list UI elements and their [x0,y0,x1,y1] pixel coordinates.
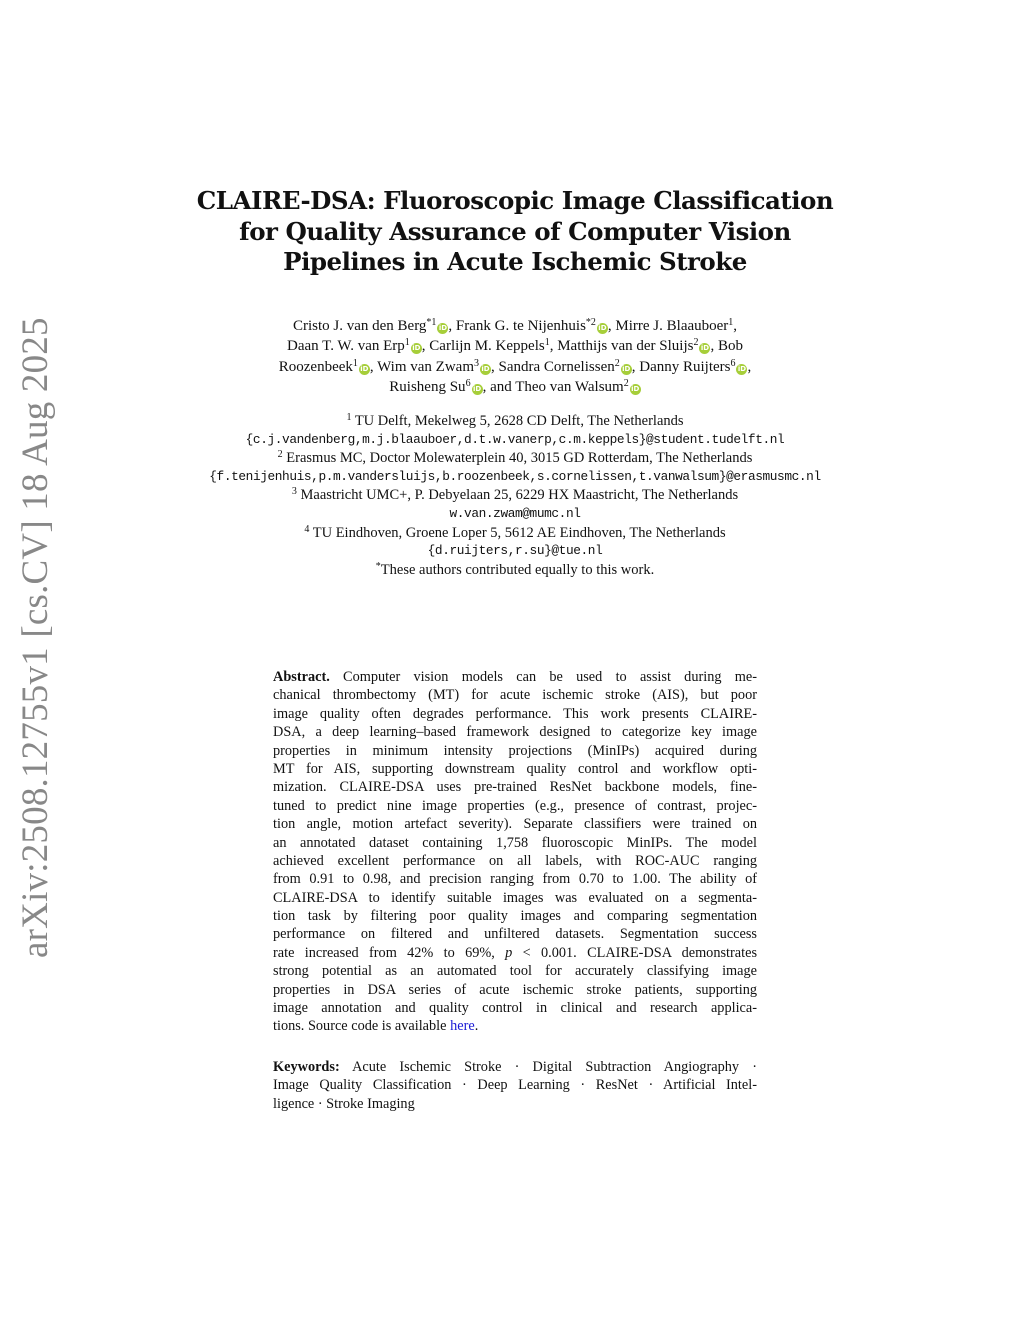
affiliation-email: {f.tenijenhuis,p.m.vandersluijs,b.roozenbeek,s.cornelissen,t.vanwalsum}@erasmusmc.nl [209,468,821,484]
author-name: , Bob [710,338,743,355]
abstract-text: tions. Source code is available [273,1018,451,1035]
abstract-line: properties in DSA series of acute ischemic stroke patients, supporting [273,981,757,998]
title-line: for Quality Assurance of Computer Vision [239,216,791,246]
affiliation-line [150,412,880,431]
orcid-icon[interactable]: iD [622,364,631,373]
title-line: CLAIRE-DSA: Fluoroscopic Image Classification [196,186,834,215]
author-line [150,336,880,356]
affiliation-number: 3 [291,486,297,498]
orcid-icon[interactable]: iD [438,324,448,332]
equal-contribution-mark: * [375,560,381,572]
affiliation-line [150,524,880,543]
paper-title [150,186,880,278]
keywords [273,1058,757,1113]
abstract-text: < 0.001. CLAIRE-DSA demonstrates [512,944,758,961]
author-name: , Carlijn M. Keppels [421,338,545,355]
p-value-symbol: p [505,944,513,961]
author-affiliation-mark: *1 [426,317,437,328]
abstract-line [273,944,757,962]
affiliation-line [150,486,880,505]
abstract-line: tuned to predict nine image properties (e.g., presence of contrast, projec- [273,797,757,814]
author-name: , Sandra Cornelissen [491,358,615,375]
affiliation-address: TU Delft, Mekelweg 5, 2628 CD Delft, The Netherlands [351,413,684,429]
orcid-icon[interactable]: iD [481,364,490,373]
abstract-line: performance on filtered and unfiltered datasets. Segmentation success [273,926,757,943]
affiliation-number: 1 [346,412,352,423]
abstract-line: image quality often degrades performance. This work presents CLAIRE- [273,705,757,722]
author-name: , Danny Ruijters [631,358,731,375]
orcid-icon[interactable]: iD [598,324,607,332]
abstract-line: CLAIRE-DSA to identify suitable images was evaluated on a segmenta- [273,889,757,906]
affiliations [150,412,880,579]
abstract-line: strong potential as an automated tool for accurately classifying image [273,963,757,980]
abstract [273,668,757,1036]
author-separator: , [747,358,752,375]
affiliation-address: Maastricht UMC+, P. Debyelaan 25, 6229 HX Maastricht, The Netherlands [296,487,739,504]
orcid-icon[interactable]: iD [360,364,369,373]
author-affiliation-mark: *2 [585,317,596,328]
affiliation-number: 4 [304,523,310,535]
author-affiliation-mark: 1 [728,317,734,328]
abstract-line [273,668,757,686]
author-line [150,377,880,397]
author-name: , Wim van Zwam [369,358,474,375]
abstract-line: mization. CLAIRE-DSA uses pre-trained ResNet backbone models, fine- [273,779,757,796]
abstract-line: DSA, a deep learning–based framework designed to categorize key image [273,724,757,741]
abstract-label: Abstract. [273,669,330,685]
orcid-icon[interactable]: iD [631,384,640,393]
keywords-line: Image Quality Classification · Deep Learning · ResNet · Artificial Intel- [273,1077,757,1094]
source-code-link[interactable]: here [450,1018,475,1035]
abstract-line [273,1017,757,1035]
abstract-text: . [474,1018,479,1035]
equal-contribution-note [150,561,880,580]
author-name: Cristo J. van den Berg [292,318,427,334]
abstract-line: properties in minimum intensity projections (MinIPs) acquired during [273,742,757,759]
author-line [150,316,880,336]
orcid-icon[interactable]: iD [412,344,421,353]
keywords-text: Acute Ischemic Stroke · Digital Subtraction Angiography · [339,1059,757,1075]
abstract-line: from 0.91 to 0.98, and precision ranging from 0.70 to 1.00. The ability of [273,871,757,888]
author-affiliation-mark: 2 [614,357,620,369]
keywords-label: Keywords: [273,1059,340,1075]
keywords-line [273,1058,757,1076]
author-affiliation-mark: 1 [544,337,550,349]
author-line [150,357,880,377]
author-affiliation-mark: 2 [693,337,699,349]
affiliation-email: {c.j.vandenberg,m.j.blaauboer,d.t.w.vanerp,c.m.keppels}@student.tudelft.nl [245,431,785,447]
abstract-line: tion task by filtering poor quality images and comparing segmentation [273,908,757,925]
author-affiliation-mark: 1 [352,357,358,369]
author-affiliation-mark: 2 [623,377,629,389]
abstract-line: tion angle, motion artefact severity). Separate classifiers were trained on [273,816,757,833]
orcid-icon[interactable]: iD [737,364,747,373]
author-separator: , [733,318,738,334]
affiliation-number: 2 [277,449,283,461]
author-name: , Mirre J. Blaauboer [607,318,729,334]
abstract-text: Computer vision models can be used to assist during me- [329,669,757,685]
arxiv-identifier-stamp: arXiv:2508.12755v1 [cs.CV] 18 Aug 2025 [15,317,56,958]
affiliation-address: TU Eindhoven, Groene Loper 5, 5612 AE Eindhoven, The Netherlands [309,524,726,541]
abstract-line: achieved excellent performance on all labels, with ROC-AUC ranging [273,852,757,869]
author-affiliation-mark: 6 [730,357,736,369]
author-name: , and Theo van Walsum [482,378,624,395]
title-line: Pipelines in Acute Ischemic Stroke [283,247,747,276]
abstract-line: chanical thrombectomy (MT) for acute ischemic stroke (AIS), but poor [273,687,757,704]
orcid-icon[interactable]: iD [472,384,482,393]
affiliation-address: Erasmus MC, Doctor Molewaterplein 40, 3015 GD Rotterdam, The Netherlands [282,450,753,467]
author-name: Ruisheng Su [389,378,466,395]
author-name: Daan T. W. van Erp [287,338,405,355]
author-name: Roozenbeek [278,358,353,375]
equal-contribution-text: These authors contributed equally to this work. [380,561,655,578]
author-name: , Frank G. te Nijenhuis [448,318,586,334]
orcid-icon[interactable]: iD [700,344,710,353]
affiliation-line [150,449,880,468]
author-name: , Matthijs van der Sluijs [549,338,694,355]
author-affiliation-mark: 3 [474,357,479,369]
abstract-line: MT for AIS, supporting downstream quality control and workflow opti- [273,760,757,777]
author-affiliation-mark: 6 [465,377,471,389]
abstract-line: image annotation and quality control in clinical and research applica- [273,1000,757,1017]
author-list [150,316,880,397]
abstract-text: rate increased from 42% to 69%, [273,944,506,961]
abstract-line: an annotated dataset containing 1,758 fluoroscopic MinIPs. The model [273,834,757,851]
keywords-line: ligence · Stroke Imaging [273,1095,415,1112]
affiliation-email: w.van.zwam@mumc.nl [449,505,581,521]
author-affiliation-mark: 1 [404,337,410,349]
affiliation-email: {d.ruijters,r.su}@tue.nl [427,543,603,559]
